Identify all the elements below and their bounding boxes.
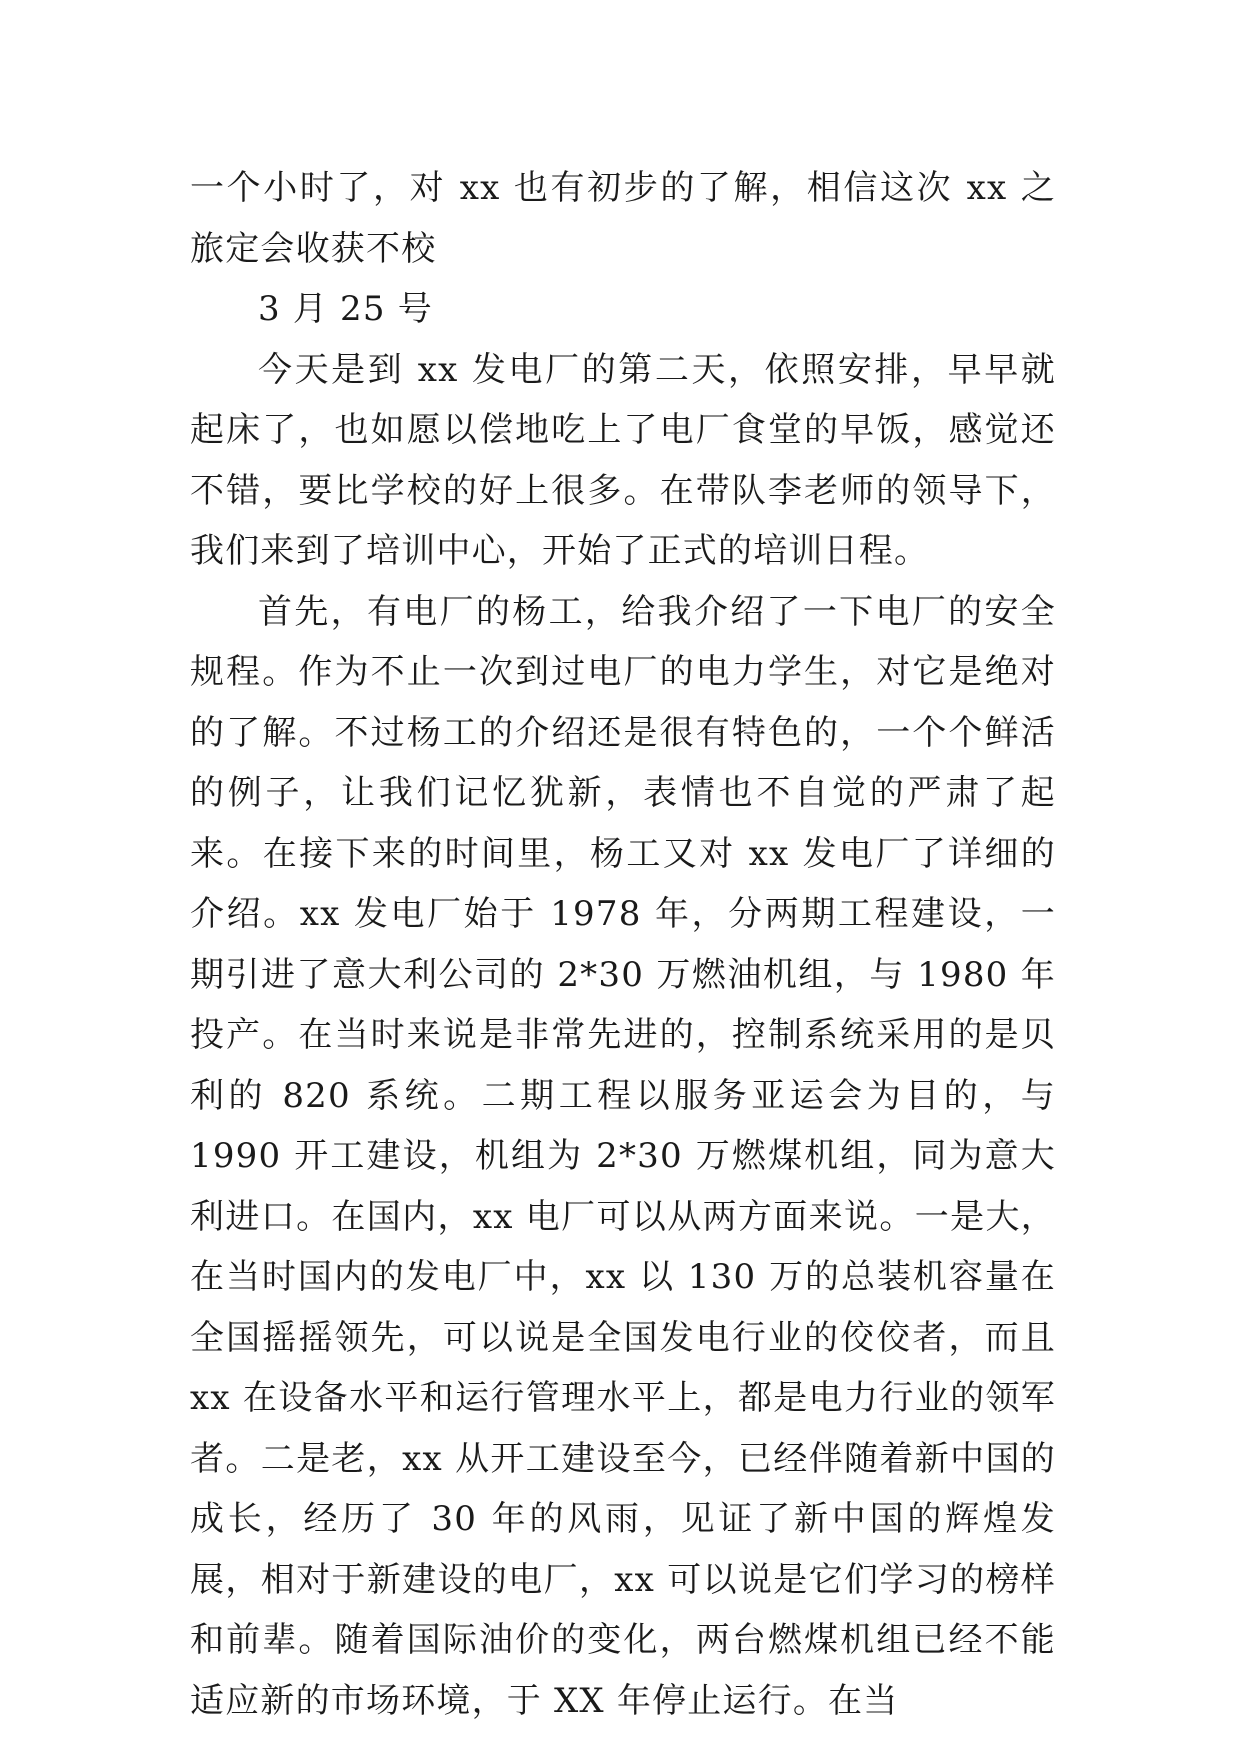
document-body [190,158,1056,1731]
paragraph-day-two: 今天是到 xx 发电厂的第二天，依照安排，早早就起床了，也如愿以偿地吃上了电厂食堂的早饭，感觉还不错，要比学校的好上很多。在带队李老师的领导下，我们来到了培训中心，开始了正式的培训日程。 [190,349,1056,571]
paragraph-safety-intro: 首先，有电厂的杨工，给我介绍了一下电厂的安全规程。作为不止一次到过电厂的电力学生，对它是绝对的了解。不过杨工的介绍还是很有特色的，一个个鲜活的例子，让我们记忆犹新，表情也不自觉的严肃了起来。在接下来的时间里，杨工又对 xx 发电厂了详细的介绍。xx 发电厂始于 1978 年，分两期工程建设，一期引进了意大利公司的 2*30 万燃油机组，与 1980 年投产。在当时来说是非常先进的，控制系统采用的是贝利的 820 系统。二期工程以服务亚运会为目的，与 1990 开工建设，机组为 2*30 万燃煤机组，同为意大利进口。在国内，xx 电厂可以从两方面来说。一是大，在当时国内的发电厂中，xx 以 130 万的总装机容量在全国摇摇领先，可以说是全国发电行业的佼佼者，而且 xx 在设备水平和运行管理水平上，都是电力行业的领军者。二是老，xx 从开工建设至今，已经伴随着新中国的成长，经历了 30 年的风雨，见证了新中国的辉煌发展，相对于新建设的电厂，xx 可以说是它们学习的榜样和前辈。随着国际油价的变化，两台燃煤机组已经不能适应新的市场环境，于 XX 年停止运行。在当 [190,591,1056,1721]
date-heading: 3 月 25 号 [258,289,433,329]
paragraph-continuation: 一个小时了，对 xx 也有初步的了解，相信这次 xx 之旅定会收获不校 [190,168,1056,269]
